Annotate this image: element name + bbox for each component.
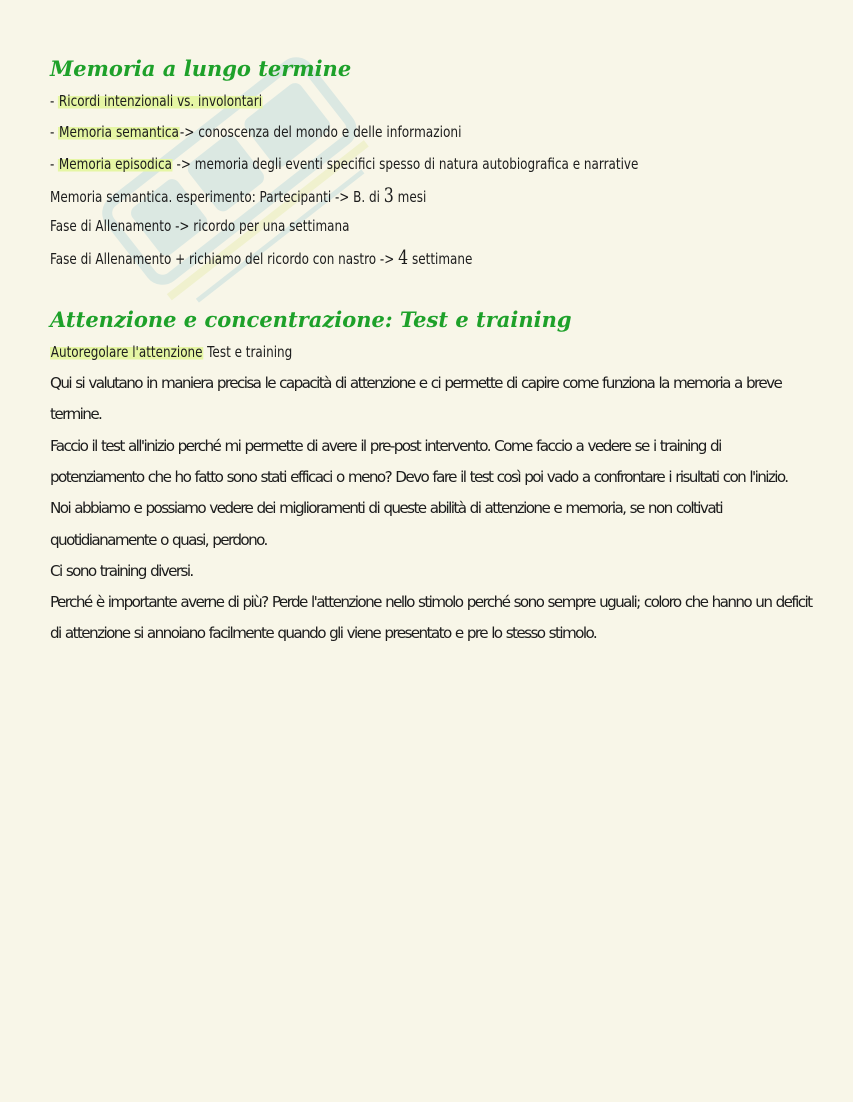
bullet-prefix: - (50, 123, 59, 142)
line-text: mesi (393, 187, 427, 206)
section-spacer (50, 274, 815, 303)
section-title-attention: Attenzione e concentrazione: Test e training (50, 306, 572, 332)
subtitle-line (50, 337, 654, 368)
bullet-prefix: - (50, 154, 59, 173)
section-title-long-term-memory: Memoria a lungo termine (50, 56, 352, 81)
paragraph: Ci sono training diversi. (50, 561, 193, 580)
highlighted-text: Autoregolare l'attenzione (50, 342, 203, 361)
highlighted-text: Memoria semantica (59, 123, 180, 142)
paragraph: Perché è importante averne di più? Perde l'attenzione nello stimolo perché sono sempre uguali; coloro che hanno un deficit di attenzione si annoiano facilmente quando gli viene presentato e pre lo stesso stimolo. (50, 593, 812, 643)
document-page (50, 52, 815, 650)
number-value: 4 (398, 245, 409, 270)
text-line (50, 211, 654, 242)
number-value: 3 (383, 182, 394, 207)
paragraph: Noi abbiamo e possiamo vedere dei miglioramenti di queste abilità di attenzione e memoria, se non coltivati quotidianamente o quasi, perdono. (50, 499, 723, 549)
line-text: Fase di Allenamento + richiamo del ricordo con nastro -> (50, 250, 399, 269)
line-text: Fase di Allenamento -> ricordo per una settimana (50, 217, 350, 236)
line-text: Memoria semantica. esperimento: Partecipanti -> B. di (50, 187, 384, 206)
bullet-text: -> conoscenza del mondo e delle informazioni (179, 123, 462, 142)
text-line (50, 242, 654, 273)
paragraph: Faccio il test all'inizio perché mi permette di avere il pre-post intervento. Come faccio a vedere se i training di potenziamento che ho fatto sono stati efficaci o meno? Devo fare il test così poi vado a confrontare i risultati con l'inizio. (50, 436, 788, 486)
subtitle-text: Test e training (203, 342, 293, 361)
highlighted-text: Memoria episodica (58, 154, 172, 173)
bullet-line (50, 117, 662, 148)
bullet-text: -> memoria degli eventi specifici spesso di natura autobiografica e narrative (172, 154, 639, 173)
bullet-line (50, 86, 654, 117)
bullet-line (50, 149, 654, 180)
bullet-prefix: - (50, 92, 59, 110)
line-text: settimane (408, 250, 473, 269)
paragraph: Qui si valutano in maniera precisa le capacità di attenzione e ci permette di capire come funziona la memoria a breve termine. (50, 374, 782, 424)
highlighted-text: Ricordi intenzionali vs. involontari (58, 92, 263, 110)
text-line (50, 180, 654, 211)
